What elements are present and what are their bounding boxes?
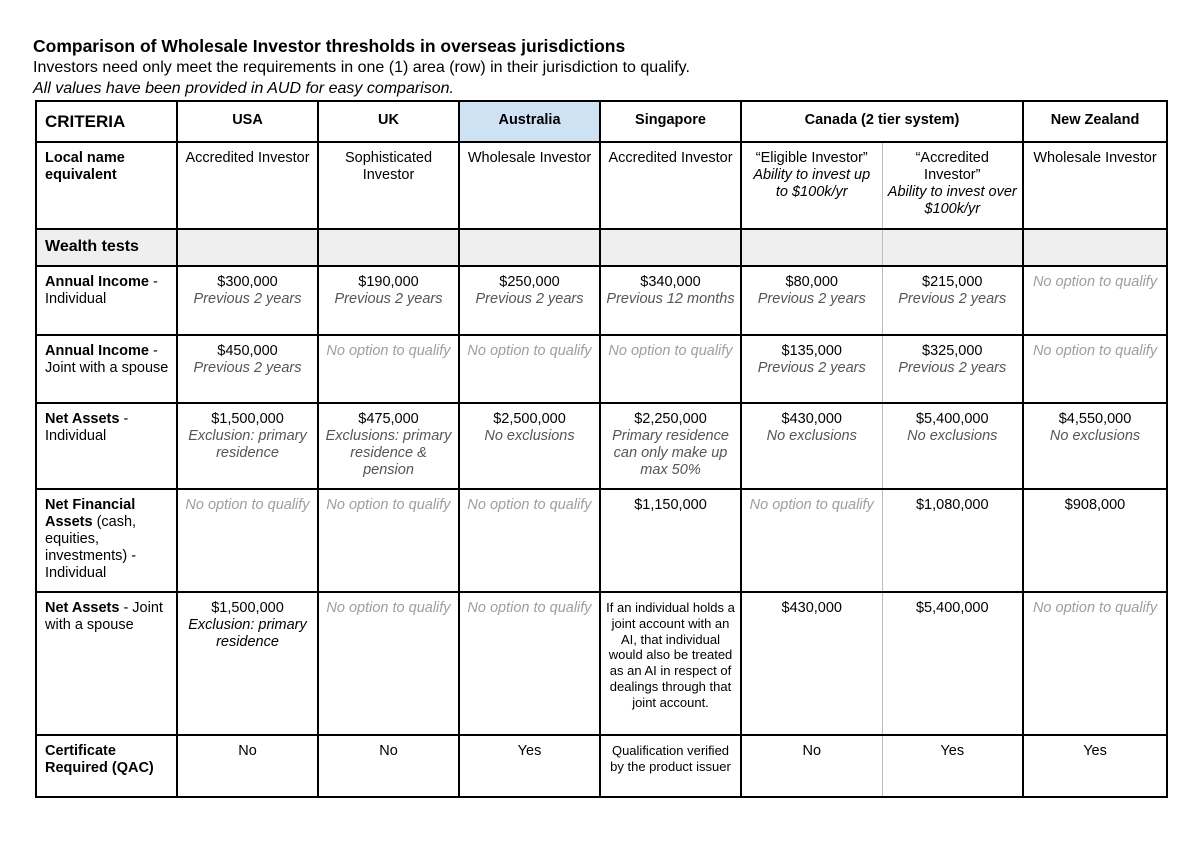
header-australia: Australia xyxy=(459,101,600,142)
local-name-usa: Accredited Investor xyxy=(177,142,318,229)
comparison-table xyxy=(35,100,1168,798)
local-name-new-zealand: Wholesale Investor xyxy=(1023,142,1167,229)
cell-australia: $250,000 Previous 2 years xyxy=(459,266,600,335)
document-header xyxy=(33,35,1173,99)
row-net-financial-assets xyxy=(36,489,1167,592)
row-net-assets-joint xyxy=(36,592,1167,735)
currency-note: All values have been provided in AUD for easy comparison. xyxy=(33,80,454,97)
cell-canada-accredited: Yes xyxy=(882,735,1023,797)
local-name-singapore: Accredited Investor xyxy=(600,142,741,229)
cell-singapore: $340,000 Previous 12 months xyxy=(600,266,741,335)
cell-canada-accredited: $5,400,000 xyxy=(882,592,1023,735)
cell-uk: $190,000 Previous 2 years xyxy=(318,266,459,335)
cell-singapore: $1,150,000 xyxy=(600,489,741,592)
annual-income-individual-label: Annual Income - Individual xyxy=(36,266,177,335)
canada-accredited-note: Ability to invest over $100k/yr xyxy=(887,184,1017,217)
cell-usa: $1,500,000 Exclusion: primary residence xyxy=(177,592,318,735)
cell-new-zealand: $908,000 xyxy=(1023,489,1167,592)
cell-canada-eligible: No option to qualify xyxy=(741,489,882,592)
section-wealth-tests xyxy=(36,229,1167,266)
cell-uk: $475,000 Exclusions: primary residence & pension xyxy=(318,403,459,489)
cell-australia: No option to qualify xyxy=(459,489,600,592)
local-name-canada-eligible xyxy=(741,142,882,229)
cell-uk: No option to qualify xyxy=(318,489,459,592)
cell-uk: No xyxy=(318,735,459,797)
page-subtitle: Investors need only meet the requirements in one (1) area (row) in their jurisdiction to qualify. xyxy=(33,59,690,76)
row-local-name xyxy=(36,142,1167,229)
header-row xyxy=(36,101,1167,142)
cell-canada-eligible: $430,000 No exclusions xyxy=(741,403,882,489)
cell-australia: Yes xyxy=(459,735,600,797)
cell-uk: No option to qualify xyxy=(318,592,459,735)
row-certificate-required xyxy=(36,735,1167,797)
cell-new-zealand: No option to qualify xyxy=(1023,266,1167,335)
section-label: Wealth tests xyxy=(36,229,177,266)
header-canada: Canada (2 tier system) xyxy=(741,101,1023,142)
cell-australia: No option to qualify xyxy=(459,335,600,403)
row-annual-income-individual xyxy=(36,266,1167,335)
annual-income-joint-label: Annual Income - Joint with a spouse xyxy=(36,335,177,403)
cell-new-zealand: No option to qualify xyxy=(1023,592,1167,735)
cell-new-zealand: No option to qualify xyxy=(1023,335,1167,403)
cell-singapore: No option to qualify xyxy=(600,335,741,403)
cell-usa: $450,000 Previous 2 years xyxy=(177,335,318,403)
header-criteria: CRITERIA xyxy=(36,101,177,142)
certificate-label: Certificate Required (QAC) xyxy=(36,735,177,797)
local-name-label: Local name equivalent xyxy=(36,142,177,229)
cell-usa: $1,500,000 Exclusion: primary residence xyxy=(177,403,318,489)
cell-canada-accredited: $215,000 Previous 2 years xyxy=(882,266,1023,335)
cell-canada-eligible: $80,000 Previous 2 years xyxy=(741,266,882,335)
cell-canada-eligible: $135,000 Previous 2 years xyxy=(741,335,882,403)
local-name-uk: Sophisticated Investor xyxy=(318,142,459,229)
row-annual-income-joint xyxy=(36,335,1167,403)
header-new-zealand: New Zealand xyxy=(1023,101,1167,142)
canada-accredited-name: “Accredited Investor” xyxy=(915,150,989,183)
canada-eligible-note: Ability to invest up to $100k/yr xyxy=(753,167,871,200)
cell-canada-eligible: $430,000 xyxy=(741,592,882,735)
net-assets-joint-label: Net Assets - Joint with a spouse xyxy=(36,592,177,735)
net-financial-assets-label: Net Financial Assets (cash, equities, investments) - Individual xyxy=(36,489,177,592)
cell-australia: No option to qualify xyxy=(459,592,600,735)
cell-canada-accredited: $5,400,000 No exclusions xyxy=(882,403,1023,489)
cell-canada-accredited: $325,000 Previous 2 years xyxy=(882,335,1023,403)
header-usa: USA xyxy=(177,101,318,142)
cell-usa: $300,000 Previous 2 years xyxy=(177,266,318,335)
cell-usa: No xyxy=(177,735,318,797)
cell-australia: $2,500,000 No exclusions xyxy=(459,403,600,489)
cell-singapore: $2,250,000 Primary residence can only make up max 50% xyxy=(600,403,741,489)
page-title: Comparison of Wholesale Investor thresholds in overseas jurisdictions xyxy=(33,36,626,56)
cell-new-zealand: Yes xyxy=(1023,735,1167,797)
local-name-canada-accredited xyxy=(882,142,1023,229)
cell-singapore: Qualification verified by the product issuer xyxy=(600,735,741,797)
local-name-australia: Wholesale Investor xyxy=(459,142,600,229)
cell-canada-accredited: $1,080,000 xyxy=(882,489,1023,592)
cell-usa: No option to qualify xyxy=(177,489,318,592)
row-net-assets-individual xyxy=(36,403,1167,489)
cell-new-zealand: $4,550,000 No exclusions xyxy=(1023,403,1167,489)
net-assets-individual-label: Net Assets - Individual xyxy=(36,403,177,489)
cell-singapore: If an individual holds a joint account with an AI, that individual would also be treated as an AI in respect of dealings through that joint account. xyxy=(600,592,741,735)
canada-eligible-name: “Eligible Investor” xyxy=(755,150,868,166)
header-singapore: Singapore xyxy=(600,101,741,142)
cell-canada-eligible: No xyxy=(741,735,882,797)
cell-uk: No option to qualify xyxy=(318,335,459,403)
header-uk: UK xyxy=(318,101,459,142)
